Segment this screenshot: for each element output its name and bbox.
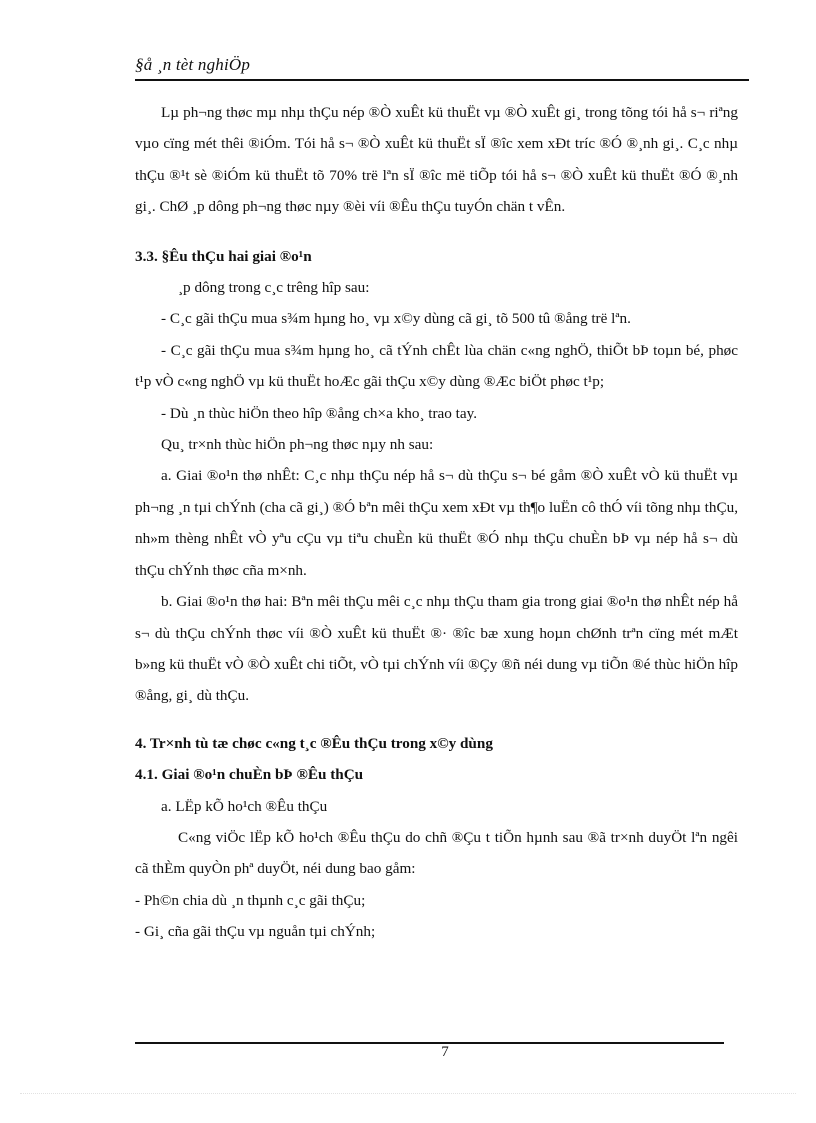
list-item-turnkey: - Dù ¸n thùc hiÖn theo hîp ®ång ch×a kho¸ trao tay.	[161, 404, 478, 422]
paragraph-process-intro: Qu¸ tr×nh thùc hiÖn ph¬ng thøc nµy nh sau:	[161, 436, 434, 454]
page-number: 7	[441, 1044, 449, 1060]
document-body	[135, 97, 738, 948]
paragraph-stage-one: a. Giai ®o¹n thø nhÊt: C¸c nhµ thÇu nép hå s¬ dù thÇu s¬ bé gåm ®Ò xuÊt vÒ kü thuËt vµ ph¬ng ¸n tµi chÝnh (cha cã gi¸) ®Ó bªn mêi thÇu xem xÐt vµ th¶o luËn cô thÓ víi tõng nhµ thÇu, nh»m thèng nhÊt vÒ yªu cÇu vµ tiªu chuÈn kü thuËt ®Ó nhµ thÇu chuÈn bÞ vµ nép hå s¬ dù thÇu chÝnh thøc cña m×nh.	[135, 467, 738, 579]
paragraph-applies-to: ¸p dông trong c¸c trêng hîp sau:	[178, 279, 370, 297]
list-item-technology-packages: - C¸c gãi thÇu mua s¾m hµng ho¸ cã tÝnh chÊt lùa chän c«ng nghÖ, thiÕt bÞ toµn bé, phøc t¹p vÒ c«ng nghÖ vµ kü thuËt hoÆc gãi thÇu x©y dùng ®Æc biÖt phøc t¹p;	[135, 341, 738, 391]
subheading-bidding-plan: a. LËp kÕ ho¹ch ®Êu thÇu	[161, 797, 328, 815]
list-item-divide-packages: - Ph©n chia dù ¸n thµnh c¸c gãi thÇu;	[135, 891, 366, 909]
paragraph-bidding-plan: C«ng viÖc lËp kÕ ho¹ch ®Êu thÇu do chñ ®Çu t tiÕn hµnh sau ®ã tr×nh duyÖt lªn ngêi cã thÈm quyÒn phª duyÖt, néi dung bao gåm:	[135, 828, 738, 878]
section-heading-4-1: 4.1. Giai ®o¹n chuÈn bÞ ®Êu thÇu	[135, 766, 364, 784]
paragraph-sealed-bid-method: Lµ ph¬ng thøc mµ nhµ thÇu nép ®Ò xuÊt kü thuËt vµ ®Ò xuÊt gi¸ trong tõng tói hå s¬ riªng vµo cïng mét thêi ®iÓm. Tói hå s¬ ®Ò xuÊt kü thuËt sÏ ®îc xem xÐt tríc ®Ó ®¸nh gi¸. C¸c nhµ thÇu ®¹t sè ®iÓm kü thuËt tõ 70% trë lªn sÏ ®îc më tiÕp tói hå s¬ ®Ò xuÊt kü thuËt ®Ó ®¸nh gi¸. ChØ ¸p dông ph¬ng thøc nµy ®èi víi ®Êu thÇu tuyÓn chän t vÊn.	[135, 104, 738, 216]
section-heading-4: 4. Tr×nh tù tæ chøc c«ng t¸c ®Êu thÇu trong x©y dùng	[135, 734, 493, 752]
section-heading-3-3: 3.3. §Êu thÇu hai giai ®o¹n	[135, 247, 312, 265]
header-divider	[135, 79, 749, 81]
page-bottom-edge	[20, 1093, 796, 1094]
list-item-package-price: - Gi¸ cña gãi thÇu vµ nguån tµi chÝnh;	[135, 923, 376, 941]
paragraph-stage-two: b. Giai ®o¹n thø hai: Bªn mêi thÇu mêi c¸c nhµ thÇu tham gia trong giai ®o¹n thø nhÊt nép hå s¬ dù thÇu chÝnh thøc víi ®Ò xuÊt kü thuËt ®· ®îc bæ xung hoµn chØnh trªn cïng mét mÆt b»ng kü thuËt vÒ ®Ò xuÊt chi tiÕt, vÒ tµi chÝnh víi ®Çy ®ñ néi dung vµ tiÕn ®é thùc hiÖn hîp ®ång, gi¸ dù thÇu.	[135, 593, 738, 705]
page-header-title: §å ¸n tèt nghiÖp	[135, 55, 251, 74]
list-item-goods-construction: - C¸c gãi thÇu mua s¾m hµng ho¸ vµ x©y dùng cã gi¸ tõ 500 tû ®ång trë lªn.	[161, 310, 631, 328]
